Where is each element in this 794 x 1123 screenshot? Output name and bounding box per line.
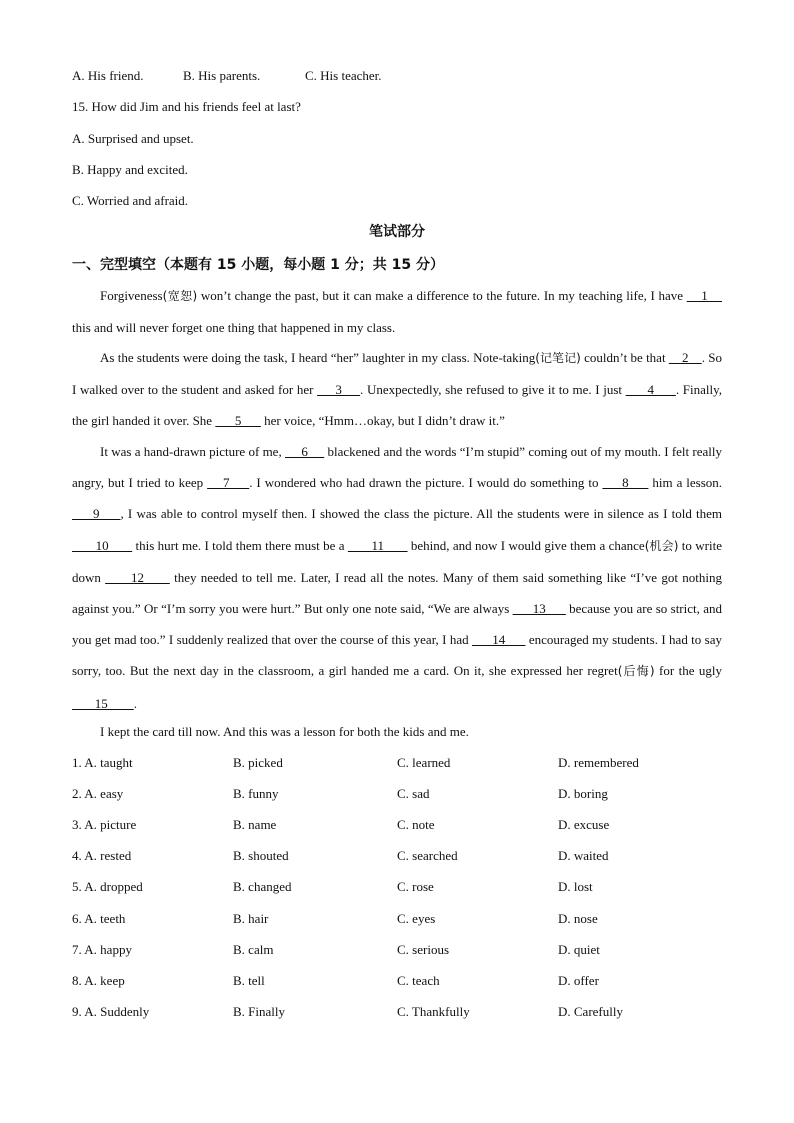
blank-1: 1 [686,288,722,303]
question-7-option-a: 7. A. happy [72,942,132,957]
question-5-option-b: B. changed [233,879,292,894]
question-5-option-d: D. lost [558,879,593,894]
blank-13: 13 [512,601,566,617]
question-1-option-c: C. learned [397,755,451,770]
question-7-option-c: C. serious [397,942,449,957]
passage-paragraph-3: It was a hand-drawn picture of me, 6 blackened and the words “I’m stupid” coming out of my mouth. I felt really angry, but I tried to keep 7 . I wondered who had drawn the picture. I would do something to 8 him a lesson. 9 , I was able to control myself then. I showed the class the picture. All the students were in silence as I told them 10 this hurt me. I told them there must be a 11 behind, and now I would give them a chance(机会) to write down 12 they needed to tell me. Later, I read all the notes. Many of them said something like “I’ve got nothing against you.” Or “I’m sorry you were hurt.” But only one note said, “We are always 13 because you are so strict, and you get mad too.” I suddenly realized that over the course of this year, I had 14 encouraged my students. I had to say sorry, too. But the next day in the classroom, a girl handed me a card. On it, she expressed her regret(后悔) for the ugly 15 . [72,444,723,711]
question-8-option-c: C. teach [397,973,440,988]
q15-option-b: B. Happy and excited. [72,162,188,177]
question-2-option-b: B. funny [233,786,279,801]
blank-10: 10 [72,537,133,553]
blank-3: 3 [317,382,361,398]
blank-5: 5 [215,413,261,429]
question-1-option-b: B. picked [233,755,283,770]
question-6-option-b: B. hair [233,911,269,926]
question-9-option-c: C. Thankfully [397,1004,470,1019]
blank-4: 4 [625,382,676,398]
question-5-option-a: 5. A. dropped [72,879,143,894]
question-1-option-d: D. remembered [558,755,639,770]
question-3-option-c: C. note [397,817,435,832]
question-6-option-a: 6. A. teeth [72,911,126,926]
passage-paragraph-1: Forgiveness(宽恕) won’t change the past, but it can make a difference to the future. In my teaching life, I have 1 this and will never forget one thing that happened in my class. [72,288,722,336]
question-8-option-a: 8. A. keep [72,973,125,988]
blank-7: 7 [207,475,250,491]
passage-paragraph-4: I kept the card till now. And this was a lesson for both the kids and me. [100,724,469,739]
blank-11: 11 [347,537,408,553]
question-4-option-b: B. shouted [233,848,289,863]
question-5-option-c: C. rose [397,879,434,894]
question-1-option-a: 1. A. taught [72,755,133,770]
question-4-option-a: 4. A. rested [72,848,132,863]
question-2-option-a: 2. A. easy [72,786,124,801]
question-9-option-b: B. Finally [233,1004,286,1019]
section-title: 笔试部分 [369,224,425,240]
blank-15: 15 [72,695,134,711]
blank-8: 8 [602,475,649,491]
question-2-option-d: D. boring [558,786,608,801]
blank-12: 12 [105,569,170,585]
question-3-option-b: B. name [233,817,277,832]
blank-2: 2 [668,350,702,365]
q15-stem: 15. How did Jim and his friends feel at last? [72,99,301,114]
question-6-option-d: D. nose [558,911,598,926]
question-8-option-b: B. tell [233,973,265,988]
q14-option-a: A. His friend. [72,68,144,83]
blank-9: 9 [72,506,121,522]
question-3-option-d: D. excuse [558,817,610,832]
question-7-option-d: D. quiet [558,942,600,957]
question-4-option-d: D. waited [558,848,609,863]
question-9-option-d: D. Carefully [558,1004,623,1019]
q15-option-c: C. Worried and afraid. [72,193,189,208]
question-8-option-d: D. offer [558,973,599,988]
question-4-option-c: C. searched [397,848,458,863]
question-9-option-a: 9. A. Suddenly [72,1004,150,1019]
blank-6: 6 [284,444,325,459]
question-6-option-c: C. eyes [397,911,436,926]
question-7-option-b: B. calm [233,942,274,957]
q15-option-a: A. Surprised and upset. [72,131,194,146]
passage-paragraph-2: As the students were doing the task, I heard “her” laughter in my class. Note-taking(记笔记) couldn’t be that 2 . So I walked over to the student and asked for her 3 . Unexpectedly, she refused to give it to me. I just 4 . Finally, the girl handed it over. She 5 her voice, “Hmm…okay, but I didn’t draw it.” [72,350,723,429]
part-title: 一、完型填空（本题有 15 小题，每小题 1 分；共 15 分） [72,257,444,273]
q14-option-b: B. His parents. [183,68,261,83]
blank-14: 14 [471,632,526,648]
question-3-option-a: 3. A. picture [72,817,137,832]
question-2-option-c: C. sad [397,786,430,801]
q14-option-c: C. His teacher. [305,68,382,83]
